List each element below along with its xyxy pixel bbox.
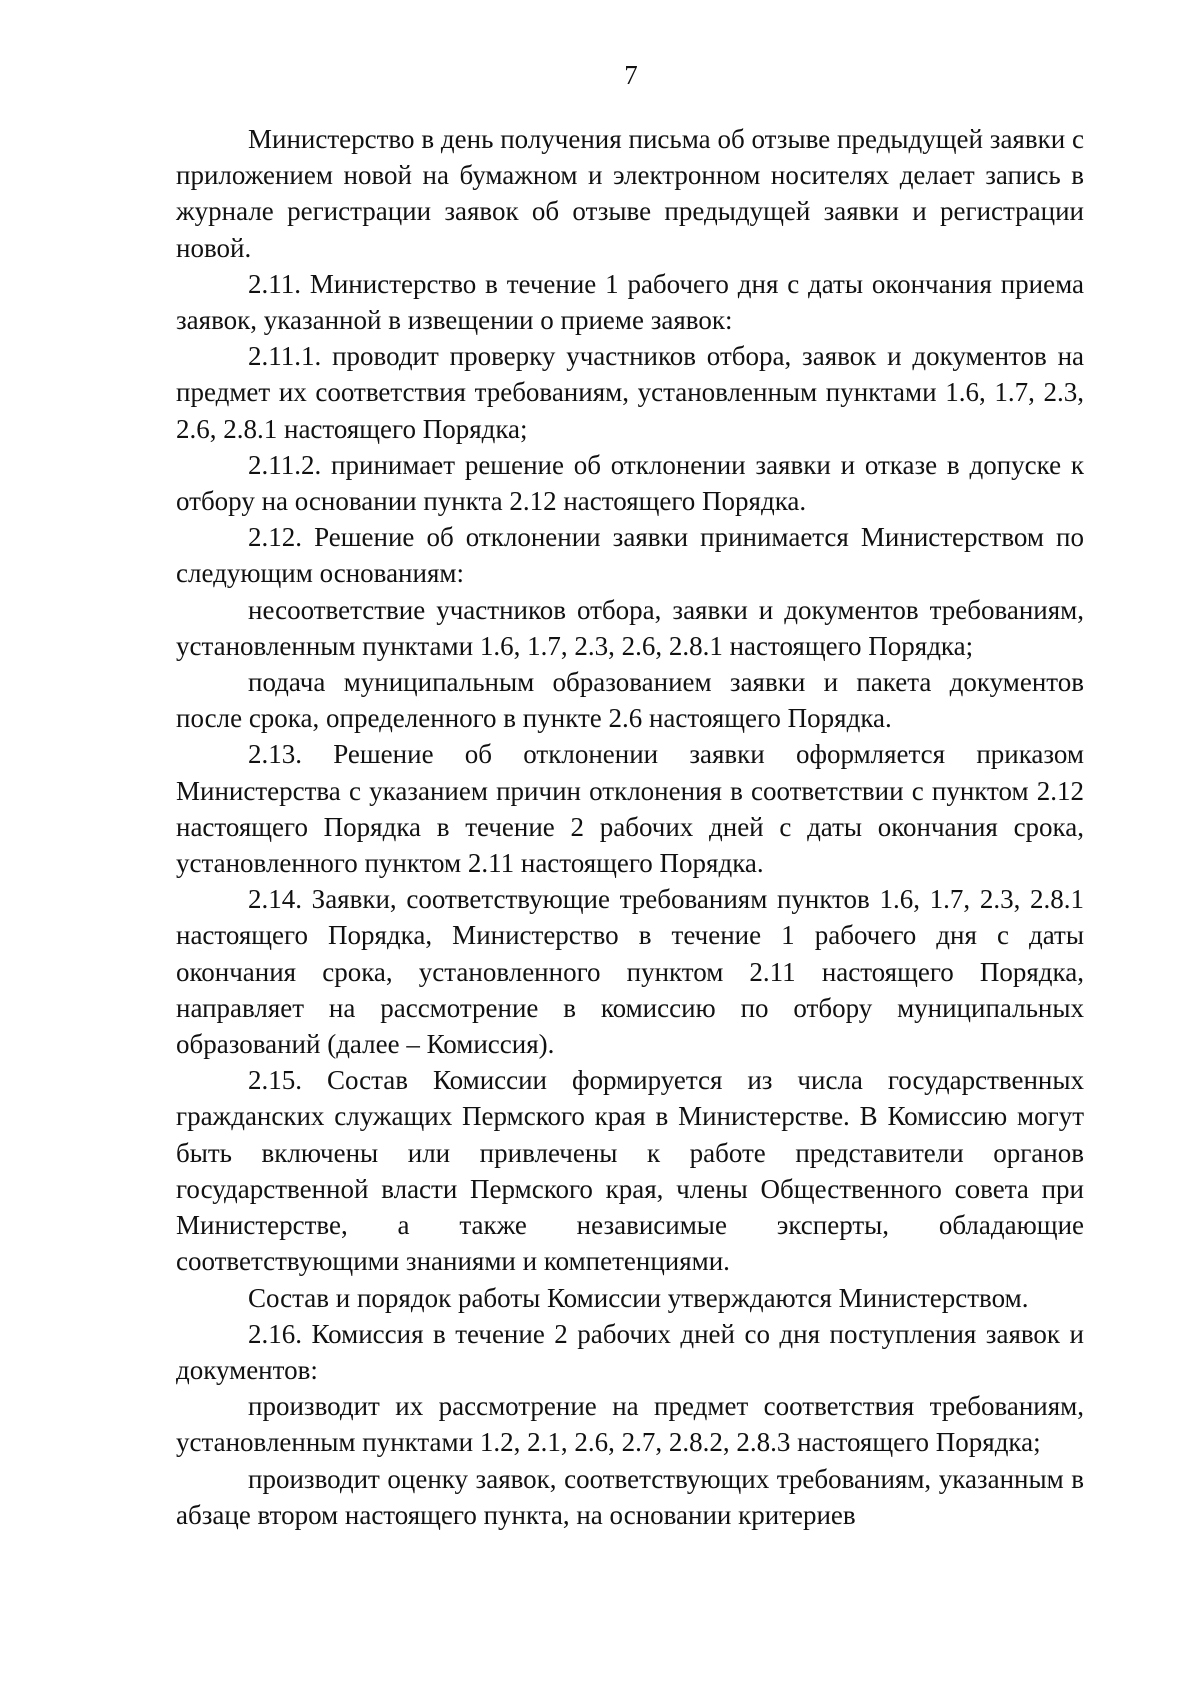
page-number: 7 [624, 60, 638, 90]
paragraph: 2.16. Комиссия в течение 2 рабочих дней со дня поступления заявок и документов: [176, 1318, 1084, 1385]
paragraph: производит их рассмотрение на предмет соответствия требованиям, установленным пунктами 1.2, 2.1, 2.6, 2.7, 2.8.2, 2.8.3 настоящего Порядка; [176, 1391, 1084, 1458]
paragraph: 2.14. Заявки, соответствующие требованиям пунктов 1.6, 1.7, 2.3, 2.8.1 настоящего Порядка, Министерство в течение 1 рабочего дня с даты окончания срока, установленного пунктом 2.11 настоящего Порядка, направляет на рассмотрение в комиссию по отбору муниципальных образований (далее – Комиссия). [176, 884, 1084, 1060]
paragraph: несоответствие участников отбора, заявки и документов требованиям, установленным пунктами 1.6, 1.7, 2.3, 2.6, 2.8.1 настоящего Порядка; [176, 594, 1084, 661]
paragraph: производит оценку заявок, соответствующих требованиям, указанным в абзаце втором настоящего пункта, на основании критериев [176, 1463, 1084, 1530]
paragraph: подача муниципальным образованием заявки и пакета документов после срока, определенного в пункте 2.6 настоящего Порядка. [176, 667, 1084, 734]
paragraph: 2.15. Состав Комиссии формируется из числа государственных гражданских служащих Пермского края в Министерстве. В Комиссию могут быть включены или привлечены к работе представители органов государственной власти Пермского края, члены Общественного совета при Министерстве, а также независимые эксперты, обладающие соответствующими знаниями и компетенциями. [176, 1065, 1084, 1277]
paragraph: 2.13. Решение об отклонении заявки оформляется приказом Министерства с указанием причин отклонения в соответствии с пунктом 2.12 настоящего Порядка в течение 2 рабочих дней с даты окончания срока, установленного пунктом 2.11 настоящего Порядка. [176, 739, 1084, 879]
paragraph: Министерство в день получения письма об отзыве предыдущей заявки с приложением новой на бумажном и электронном носителях делает запись в журнале регистрации заявок об отзыве предыдущей заявки и регистрации новой. [176, 124, 1084, 263]
paragraph: 2.12. Решение об отклонении заявки принимается Министерством по следующим основаниям: [176, 522, 1084, 589]
document-body [176, 121, 1084, 1533]
paragraph: 2.11. Министерство в течение 1 рабочего дня с даты окончания приема заявок, указанной в извещении о приеме заявок: [176, 268, 1084, 336]
paragraph: 2.11.1. проводит проверку участников отбора, заявок и документов на предмет их соответствия требованиям, установленным пунктами 1.6, 1.7, 2.3, 2.6, 2.8.1 настоящего Порядка; [176, 341, 1084, 444]
paragraph: Состав и порядок работы Комиссии утверждаются Министерством. [248, 1282, 1029, 1313]
paragraph: 2.11.2. принимает решение об отклонении заявки и отказе в допуске к отбору на основании пункта 2.12 настоящего Порядка. [176, 449, 1084, 517]
